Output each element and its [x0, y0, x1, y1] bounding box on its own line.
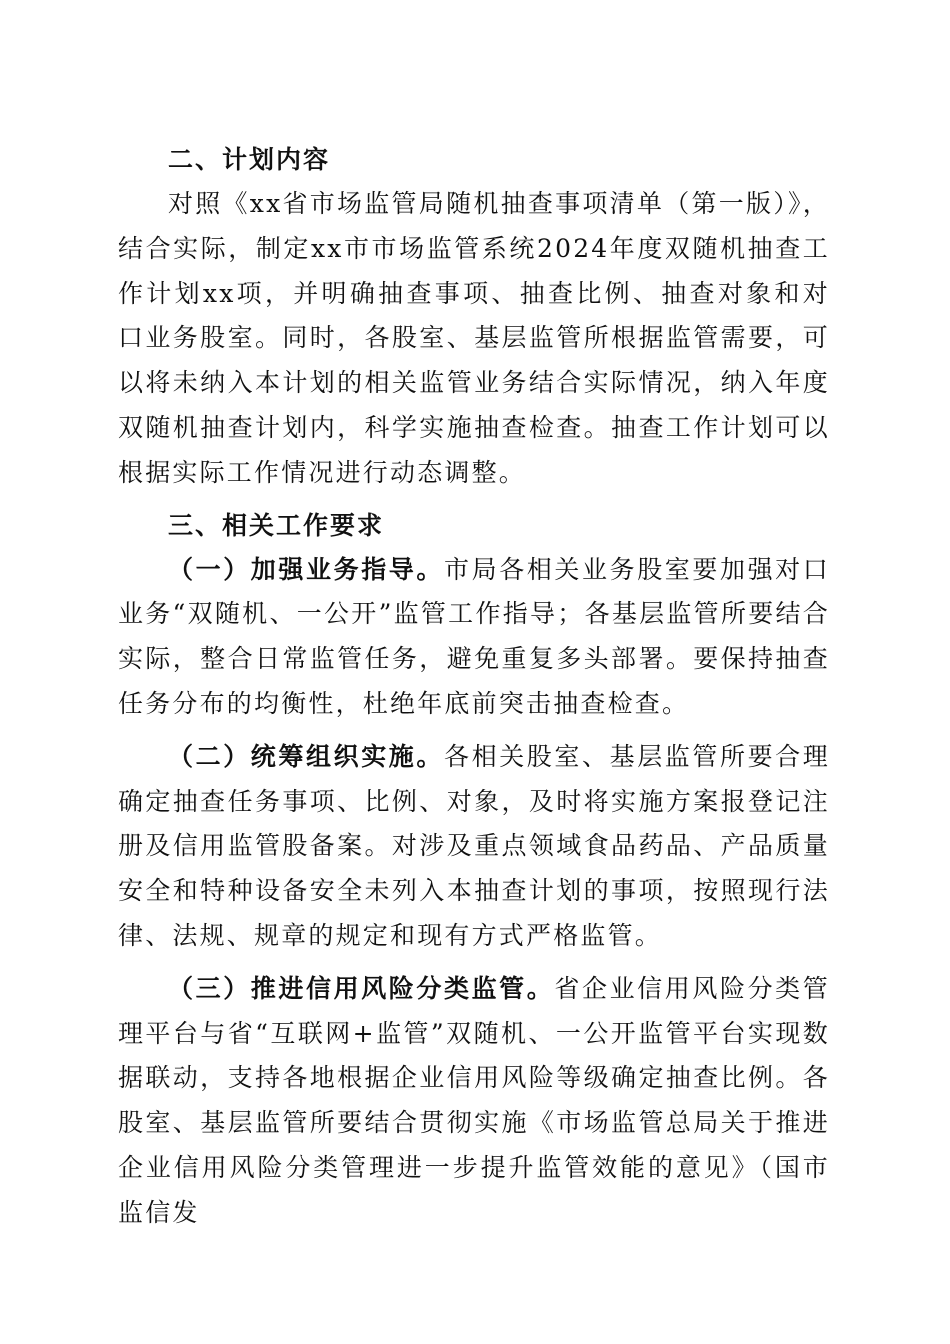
section-heading-work-requirements: 三、相关工作要求: [168, 510, 385, 540]
requirement-item-3: [118, 967, 830, 1236]
requirement-item-2-title: （二）统筹组织实施。: [168, 741, 444, 771]
paragraph-spacer: [118, 959, 830, 967]
requirement-item-3-title: （三）推进信用风险分类监管。: [168, 973, 555, 1003]
section-heading-plan-content: 二、计划内容: [168, 145, 331, 174]
paragraph-spacer: [118, 496, 830, 504]
requirement-item-2: [118, 735, 830, 959]
requirement-item-2-body: 各相关股室、基层监管所要合理确定抽查任务事项、比例、对象，及时将实施方案报登记注册及信用监管股备案。对涉及重点领域食品药品、产品质量安全和特种设备安全未列入本抽查计划的事项，按照现行法律、法规、规章的规定和现有方式严格监管。: [118, 741, 830, 950]
document-body: [118, 138, 830, 1236]
requirement-item-1-title: （一）加强业务指导。: [168, 554, 444, 584]
paragraph-spacer: [118, 727, 830, 735]
plan-content-paragraph: 对照《xx省市场监管局随机抽查事项清单（第一版）》，结合实际，制定xx市市场监管系统2024年度双随机抽查工作计划xx项，并明确抽查事项、抽查比例、抽查对象和对口业务股室。同时，各股室、基层监管所根据监管需要，可以将未纳入本计划的相关监管业务结合实际情况，纳入年度双随机抽查计划内，科学实施抽查检查。抽查工作计划可以根据实际工作情况进行动态调整。: [118, 189, 830, 487]
requirement-item-1: [118, 548, 830, 727]
requirement-item-3-body: 省企业信用风险分类管理平台与省“互联网+监管”双随机、一公开监管平台实现数据联动，支持各地根据企业信用风险等级确定抽查比例。各股室、基层监管所要结合贯彻实施《市场监管总局关于推进企业信用风险分类管理进一步提升监管效能的意见》（国市监信发: [118, 973, 830, 1227]
requirement-item-1-body: 市局各相关业务股室要加强对口业务“双随机、一公开”监管工作指导；各基层监管所要结合实际，整合日常监管任务，避免重复多头部署。要保持抽查任务分布的均衡性，杜绝年底前突击抽查检查。: [118, 554, 830, 718]
